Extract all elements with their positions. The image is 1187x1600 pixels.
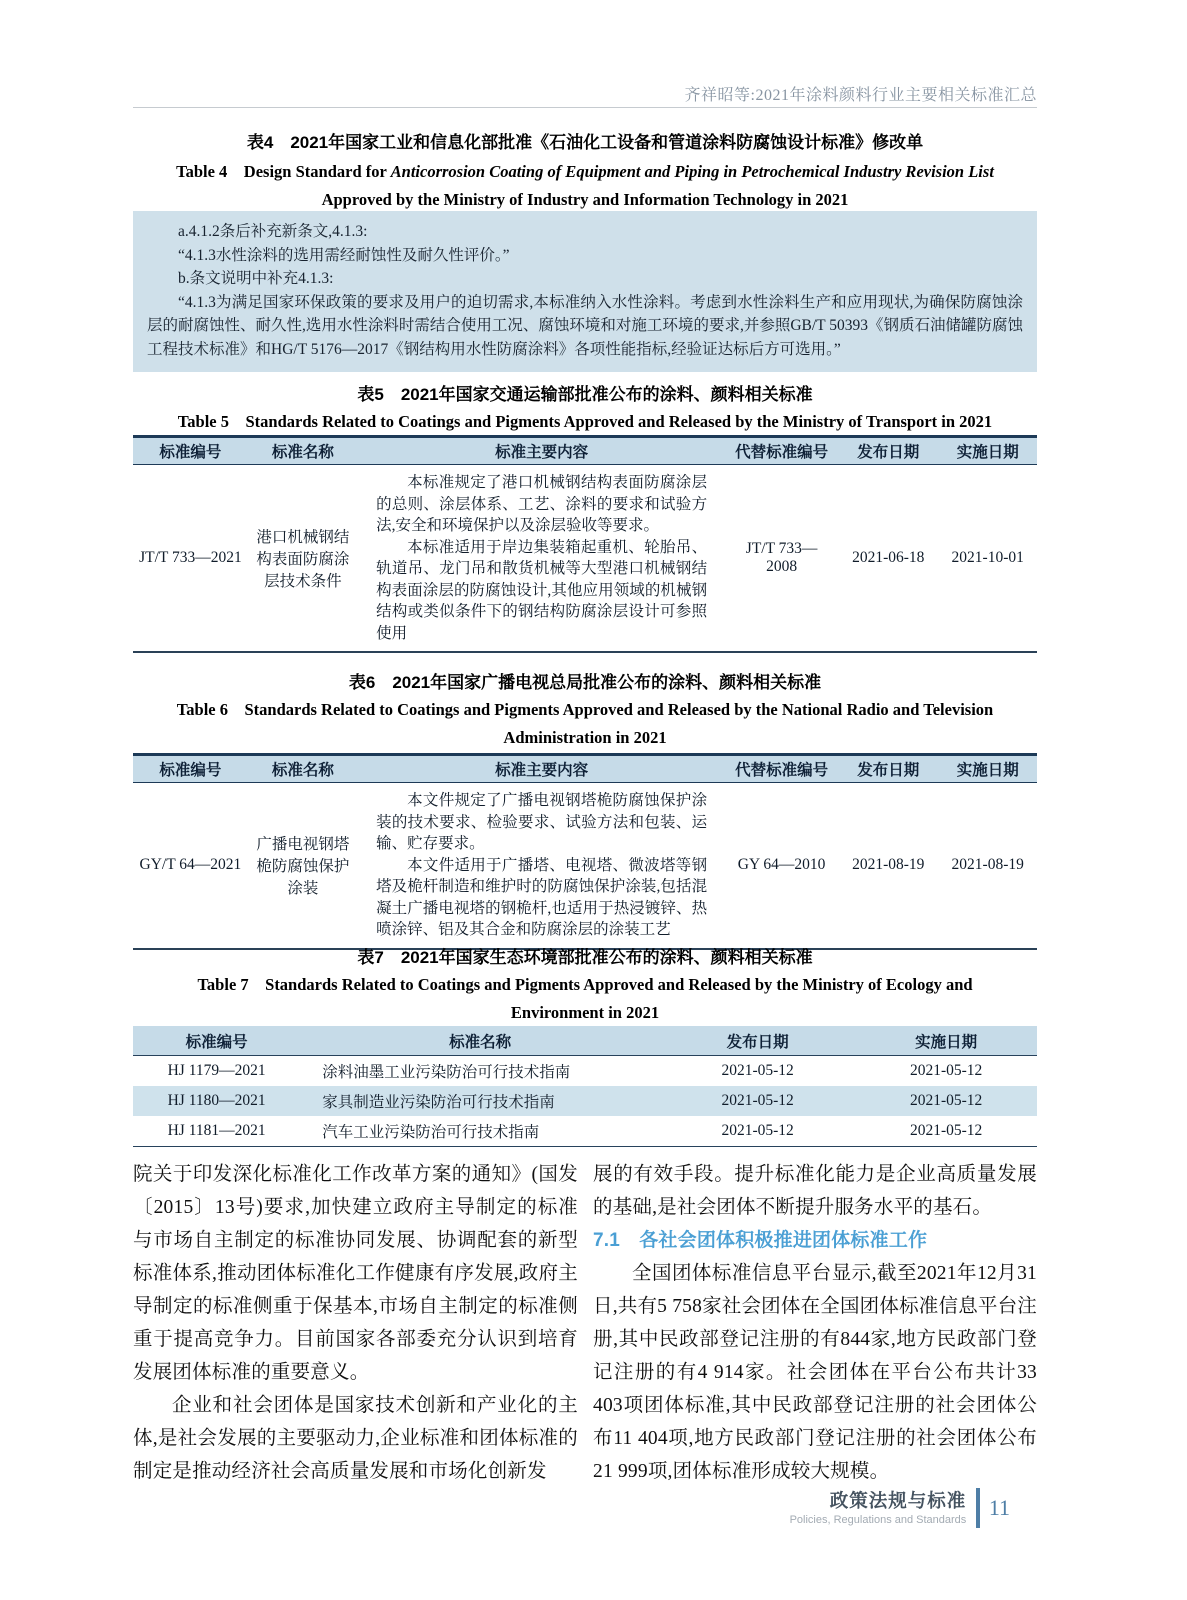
table6-header-row	[133, 753, 1037, 783]
cell-implement-date: 2021-08-19	[951, 856, 1024, 874]
cell-issue-date: 2021-05-12	[721, 1092, 794, 1109]
table7-title-cn: 表7 2021年国家生态环境部批准公布的涂料、颜料相关标准	[357, 948, 813, 967]
cell-implement-date: 2021-05-12	[909, 1122, 983, 1139]
body-paragraph: 全国团体标准信息平台显示,截至2021年12月31日,共有5 758家社会团体在全国团体标准信息平台注册,其中民政部登记注册的有844家,地方民政部门登记注册的有4 914家。社会团体在平台公布共计33 403项团体标准,其中民政部登记注册的社会团体公布11 404项,地方民政部门登记注册的社会团体公布21 999项,团体标准形成较大规模。	[593, 1263, 1037, 1482]
table4-title-en	[133, 158, 1037, 214]
table6-title-cn: 表6 2021年国家广播电视总局批准公布的涂料、颜料相关标准	[348, 673, 822, 692]
cell-implement-date: 2021-10-01	[951, 549, 1024, 566]
note-line: “4.1.3为满足国家环保政策的要求及用户的迫切需求,本标准纳入水性涂料。考虑到水性涂料生产和应用现状,为确保防腐蚀涂层的耐腐蚀性、耐久性,选用水性涂料时需结合使用工况、腐蚀环境和对施工环境的要求,并参照GB/T 50393《钢质石油储罐防腐蚀工程技术标准》和HG/T 5176—2017《钢结构用水性防腐涂料》各项性能指标,经验证达标后方可选用。”	[147, 293, 1023, 358]
column-header-replaced-code: 代替标准编号	[735, 762, 829, 779]
cell-implement-date: 2021-05-12	[909, 1062, 983, 1079]
table4-title-en-prefix: Table 4 Design Standard for	[176, 162, 391, 181]
table4-title-en-italic: Anticorrosion Coating of Equipment and Piping in Petrochemical Industry Revision List	[390, 162, 994, 181]
column-header-standard-name: 标准名称	[271, 762, 334, 779]
table5-title-en: Table 5 Standards Related to Coatings and Pigments Approved and Released by the Ministry of Transport in 2021	[177, 412, 993, 431]
table4-title-cn: 表4 2021年国家工业和信息化部批准《石油化工设备和管道涂料防腐蚀设计标准》修改单	[246, 133, 924, 152]
cell-standard-code: HJ 1181—2021	[167, 1122, 266, 1139]
column-header-implement-date: 实施日期	[956, 762, 1019, 779]
cell-standard-name: 港口机械钢结构表面防腐涂层技术条件	[256, 529, 350, 590]
cell-standard-name: 汽车工业污染防治可行技术指南	[322, 1124, 540, 1141]
table6-title-en-line1: Table 6 Standards Related to Coatings and Pigments Approved and Released by the National Radio and Television	[176, 700, 994, 719]
page-number: 11	[988, 1495, 1010, 1520]
table4-title-en-line2: Approved by the Ministry of Industry and Information Technology in 2021	[321, 190, 849, 209]
content-paragraph: 本文件适用于广播塔、电视塔、微波塔等钢塔及桅杆制造和维护时的防腐蚀保护涂装,包括混凝土广播电视塔的钢桅杆,也适用于热浸镀锌、热喷涂锌、铝及其合金和防腐涂层的涂装工艺	[376, 856, 708, 938]
table7-title-en-line1: Table 7 Standards Related to Coatings and Pigments Approved and Released by the Ministry of Ecology and	[197, 975, 973, 994]
body-right-column	[593, 1158, 1037, 1488]
content-paragraph: 本文件规定了广播电视钢塔桅防腐蚀保护涂装的技术要求、检验要求、试验方法和包装、运输、贮存要求。	[376, 792, 708, 852]
table5-header-row	[133, 435, 1037, 465]
cell-standard-name: 家具制造业污染防治可行技术指南	[322, 1094, 555, 1111]
table-row	[133, 1086, 1037, 1116]
table5	[133, 435, 1037, 653]
column-header-implement-date: 实施日期	[956, 444, 1019, 461]
footer-section-en: Policies, Regulations and Standards	[789, 1514, 967, 1526]
page-footer	[133, 1488, 1010, 1528]
table-row	[133, 783, 1037, 950]
note-line: “4.1.3水性涂料的选用需经耐蚀性及耐久性评价。”	[178, 246, 510, 264]
table7-title-en-line2: Environment in 2021	[510, 1003, 660, 1022]
column-header-main-content: 标准主要内容	[495, 762, 589, 779]
cell-main-content	[358, 783, 725, 948]
column-header-issue-date: 发布日期	[857, 762, 920, 779]
cell-implement-date: 2021-05-12	[909, 1092, 983, 1109]
cell-main-content	[358, 465, 725, 651]
column-header-issue-date: 发布日期	[857, 444, 920, 461]
table-row	[133, 1116, 1037, 1146]
table7-header-row	[133, 1026, 1037, 1056]
column-header-replaced-code: 代替标准编号	[735, 444, 829, 461]
cell-replaced-code: JT/T 733—2008	[745, 540, 818, 575]
table6-title-en	[133, 696, 1037, 752]
body-paragraph: 展的有效手段。提升标准化能力是企业高质量发展的基础,是社会团体不断提升服务水平的基石。	[593, 1164, 1037, 1218]
table7	[133, 1026, 1037, 1147]
table-row	[133, 1056, 1037, 1086]
cell-standard-code: HJ 1180—2021	[167, 1092, 266, 1109]
cell-replaced-code: GY 64—2010	[737, 856, 826, 874]
cell-issue-date: 2021-08-19	[852, 856, 925, 874]
body-paragraph: 企业和社会团体是国家技术创新和产业化的主体,是社会发展的主要驱动力,企业标准和团体标准的制定是推动经济社会高质量发展和市场化创新发	[133, 1395, 578, 1482]
table6-title-en-line2: Administration in 2021	[503, 728, 667, 747]
content-paragraph: 本标准适用于岸边集装箱起重机、轮胎吊、轨道吊、龙门吊和散货机械等大型港口机械钢结构表面涂层的防腐蚀设计,其他应用领域的机械钢结构或类似条件下的钢结构防腐涂层设计可参照使用	[376, 538, 708, 642]
cell-standard-code: HJ 1179—2021	[167, 1062, 266, 1079]
column-header-standard-code: 标准编号	[159, 762, 222, 779]
cell-issue-date: 2021-06-18	[852, 549, 925, 566]
column-header-implement-date: 实施日期	[915, 1033, 978, 1051]
section-heading-7-1: 7.1 各社会团体积极推进团体标准工作	[593, 1230, 928, 1251]
cell-standard-name: 涂料油墨工业污染防治可行技术指南	[322, 1064, 571, 1081]
column-header-standard-name: 标准名称	[449, 1033, 512, 1051]
header-divider	[133, 107, 1037, 108]
table6	[133, 753, 1037, 950]
cell-standard-code: GY/T 64—2021	[139, 856, 242, 874]
note-line: b.条文说明中补充4.1.3:	[178, 270, 334, 287]
cell-issue-date: 2021-05-12	[721, 1062, 794, 1079]
body-paragraph: 院关于印发深化标准化工作改革方案的通知》(国发〔2015〕13号)要求,加快建立政府主导制定的标准与市场自主制定的标准协同发展、协调配套的新型标准体系,推动团体标准化工作健康有序发展,政府主导制定的标准侧重于保基本,市场自主制定的标准侧重于提高竞争力。目前国家各部委充分认识到培育发展团体标准的重要意义。	[133, 1164, 578, 1383]
table7-title-en	[133, 971, 1037, 1027]
content-paragraph: 本标准规定了港口机械钢结构表面防腐涂层的总则、涂层体系、工艺、涂料的要求和试验方法,安全和环境保护以及涂层验收等要求。	[376, 474, 708, 534]
footer-section-titles	[790, 1490, 967, 1526]
column-header-main-content: 标准主要内容	[495, 444, 589, 461]
column-header-standard-code: 标准编号	[185, 1033, 248, 1051]
column-header-issue-date: 发布日期	[726, 1033, 789, 1051]
cell-issue-date: 2021-05-12	[721, 1122, 794, 1139]
body-left-column	[133, 1158, 578, 1488]
footer-divider-bar	[976, 1488, 980, 1528]
note-line: a.4.1.2条后补充新条文,4.1.3:	[178, 223, 368, 240]
revision-note-box	[133, 211, 1037, 372]
footer-section-cn: 政策法规与标准	[829, 1490, 967, 1511]
table5-title-cn: 表5 2021年国家交通运输部批准公布的涂料、颜料相关标准	[357, 385, 813, 404]
column-header-standard-code: 标准编号	[159, 444, 222, 461]
table-row	[133, 465, 1037, 653]
cell-standard-code: JT/T 733—2021	[139, 549, 242, 566]
column-header-standard-name: 标准名称	[271, 444, 334, 461]
running-header: 齐祥昭等:2021年涂料颜料行业主要相关标准汇总	[684, 87, 1037, 104]
cell-standard-name: 广播电视钢塔桅防腐蚀保护涂装	[256, 836, 350, 898]
